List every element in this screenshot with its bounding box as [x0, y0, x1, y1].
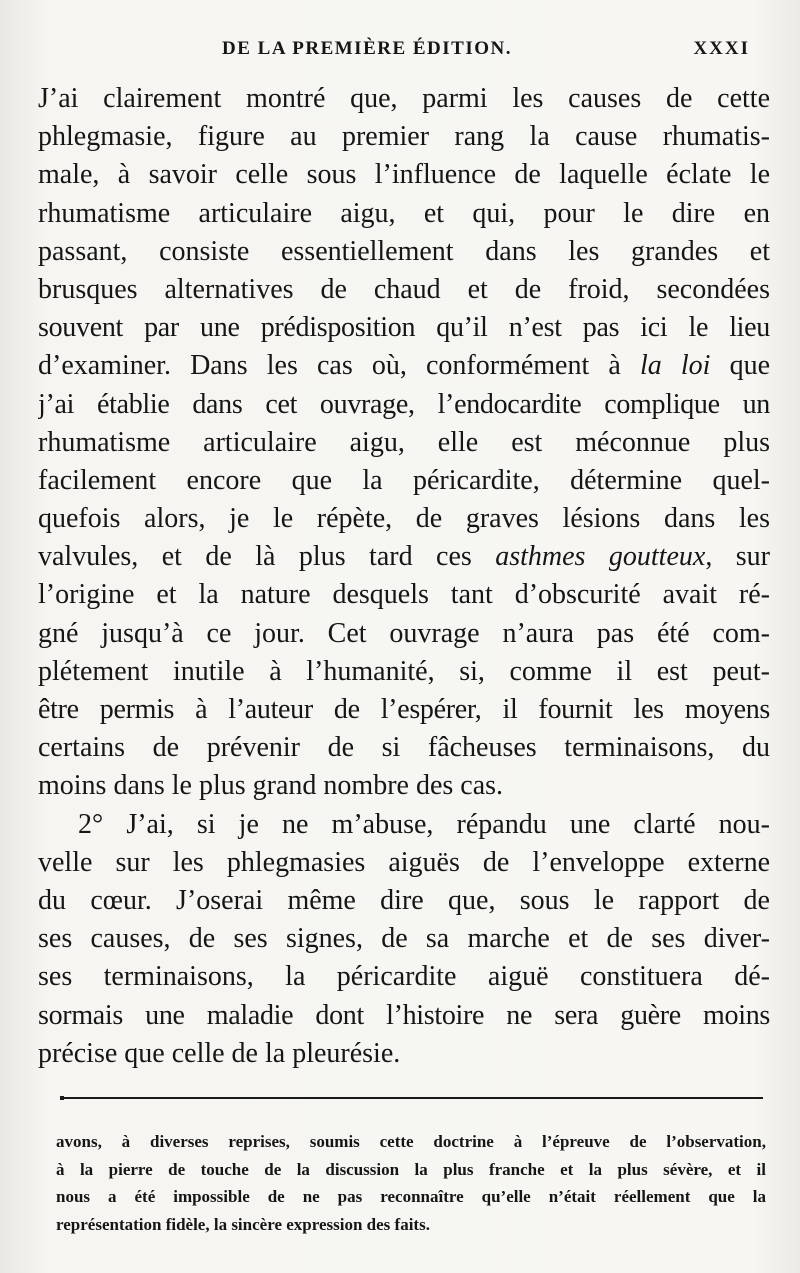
text-line: quefois alors, je le répète, de graves lésions dans les [38, 503, 770, 535]
footnote-rule [63, 1097, 763, 1099]
text-line: rhumatisme articulaire aigu, et qui, pour le dire en [38, 197, 770, 229]
text-line: du cœur. J’oserai même dire que, sous le rapport de [38, 884, 770, 916]
text-segment: d’examiner. Dans les cas où, conformément à [38, 350, 621, 382]
footnote [56, 1128, 766, 1238]
text-line: 2° J’ai, si je ne m’abuse, répandu une clarté nou- [78, 808, 770, 840]
text-line: sormais une maladie dont l’histoire ne sera guère moins [38, 999, 770, 1031]
text-line: plétement inutile à l’humanité, si, comme il est peut- [38, 655, 770, 687]
text-line: passant, consiste essentiellement dans les grandes et [38, 235, 770, 267]
italic-term: asthmes goutteux [495, 541, 706, 573]
running-title: DE LA PREMIÈRE ÉDITION. [222, 38, 512, 59]
main-text [38, 80, 770, 1073]
text-line: gné jusqu’à ce jour. Cet ouvrage n’aura pas été com- [38, 617, 770, 649]
running-head [0, 38, 800, 68]
text-segment: , sur [705, 541, 770, 573]
footnote-line: avons, à diverses reprises, soumis cette doctrine à l’épreuve de l’observation, [56, 1132, 766, 1151]
text-line: moins dans le plus grand nombre des cas. [38, 770, 504, 802]
text-line: l’origine et la nature desquels tant d’obscurité avait ré- [38, 579, 770, 611]
text-line: précise que celle de la pleurésie. [38, 1037, 401, 1069]
text-line: velle sur les phlegmasies aiguës de l’enveloppe externe [38, 846, 770, 878]
text-line: brusques alternatives de chaud et de froid, secondées [38, 273, 770, 305]
text-segment: que [729, 350, 770, 382]
text-line [38, 538, 770, 576]
footnote-line: représentation fidèle, la sincère expression des faits. [56, 1214, 430, 1234]
text-line: ses terminaisons, la péricardite aiguë constituera dé- [38, 961, 770, 993]
italic-term: la loi [639, 350, 711, 382]
text-line: certains de prévenir de si fâcheuses terminaisons, du [38, 732, 770, 764]
footnote-line: nous a été impossible de ne pas reconnaître qu’elle n’était réellement que la [56, 1187, 766, 1206]
text-line: J’ai clairement montré que, parmi les causes de cette [38, 83, 770, 114]
text-line: phlegmasie, figure au premier rang la cause rhumatis- [38, 121, 770, 153]
page-number: XXXI [693, 38, 750, 59]
text-line: facilement encore que la péricardite, détermine quel- [38, 464, 770, 496]
text-line: souvent par une prédisposition qu’il n’est pas ici le lieu [38, 312, 770, 344]
text-line: j’ai établie dans cet ouvrage, l’endocardite complique un [38, 388, 770, 420]
text-line: rhumatisme articulaire aigu, elle est méconnue plus [38, 426, 770, 458]
text-line: ses causes, de ses signes, de sa marche et de ses diver- [38, 923, 770, 955]
text-line: être permis à l’auteur de l’espérer, il fournit les moyens [38, 694, 770, 725]
text-segment: valvules, et de là plus tard ces [38, 541, 472, 573]
text-line [38, 347, 770, 385]
footnote-line: à la pierre de touche de la discussion la plus franche et la plus sévère, et il [56, 1159, 766, 1179]
text-line: male, à savoir celle sous l’influence de laquelle éclate le [38, 159, 770, 191]
